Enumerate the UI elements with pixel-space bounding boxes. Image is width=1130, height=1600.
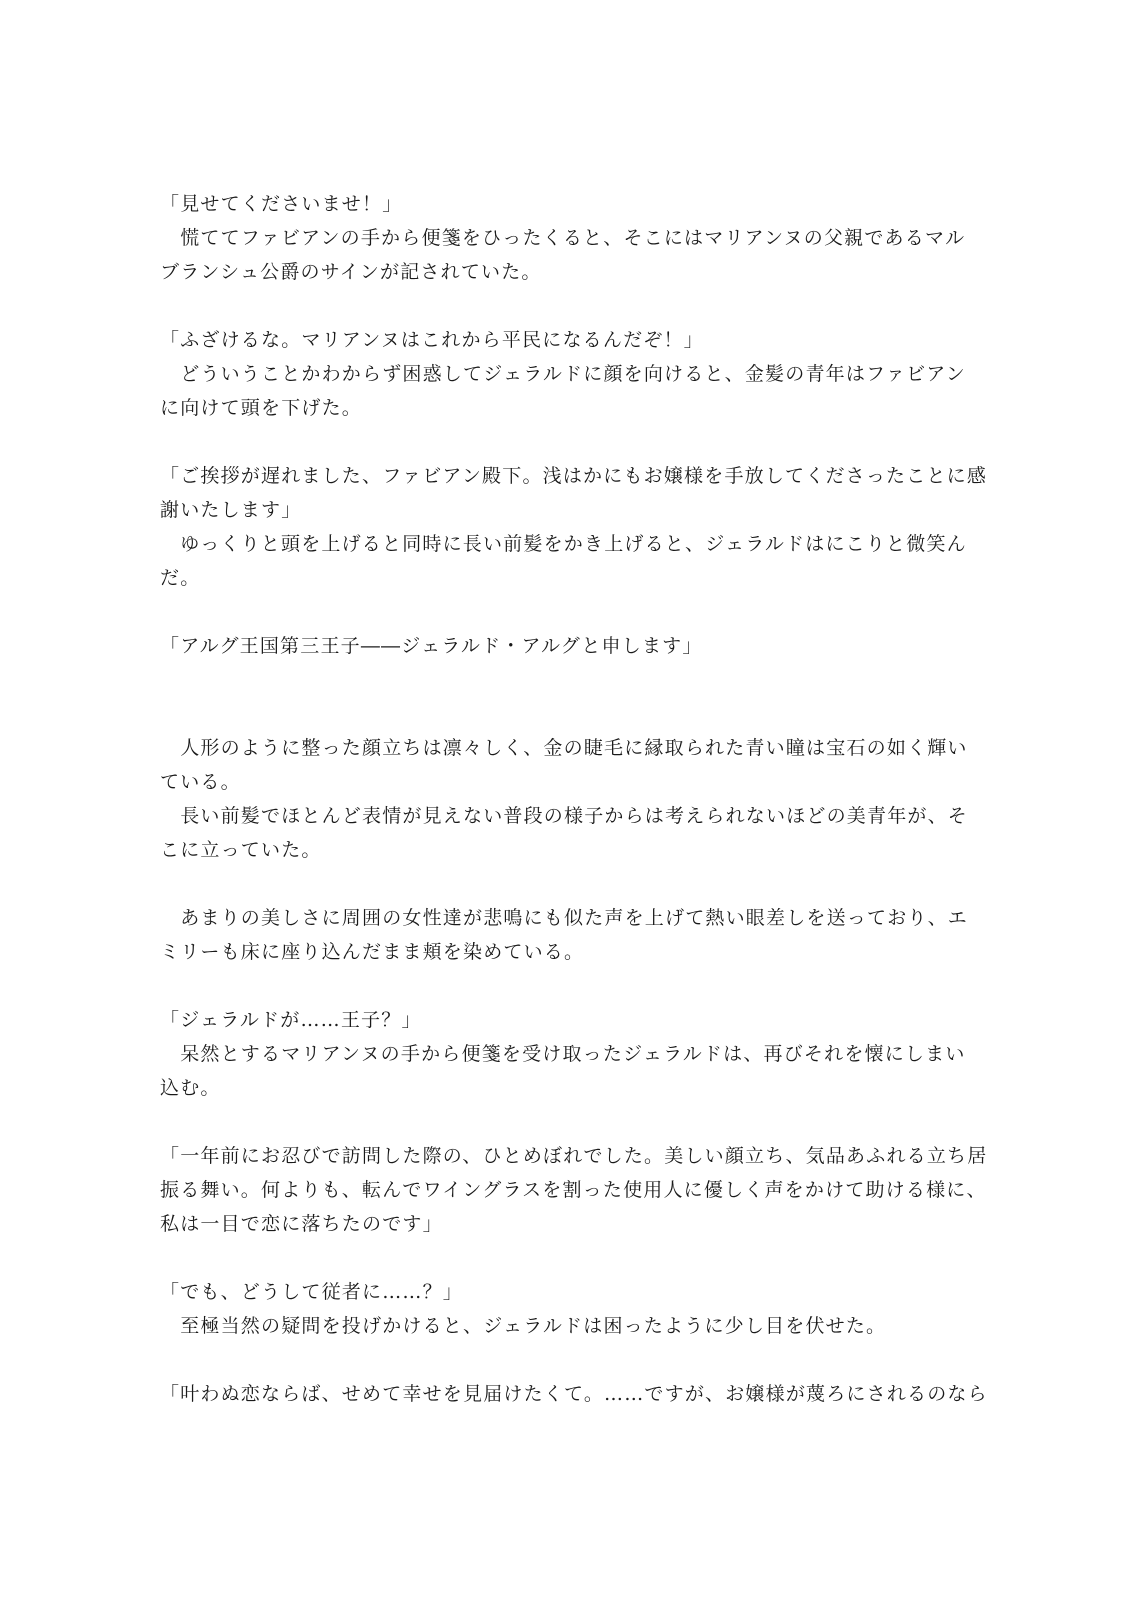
text-line: 込む。 bbox=[160, 1077, 221, 1099]
text-line: だ。 bbox=[160, 567, 201, 589]
paragraph-gap bbox=[160, 1343, 975, 1377]
paragraph-gap bbox=[160, 663, 975, 697]
text-line: ゆっくりと頭を上げると同時に長い前髪をかき上げると、ジェラルドはにこりと微笑ん bbox=[160, 533, 967, 555]
text-line: 長い前髪でほとんど表情が見えない普段の様子からは考えられないほどの美青年が、そ bbox=[160, 805, 969, 827]
paragraph-gap bbox=[160, 289, 975, 323]
text-line: ブランシュ公爵のサインが記されていた。 bbox=[160, 261, 542, 283]
text-line: 「見せてくださいませ！」 bbox=[160, 193, 403, 215]
text-line: 至極当然の疑問を投げかけると、ジェラルドは困ったように少し目を伏せた。 bbox=[160, 1315, 887, 1337]
text-line: 「ふざけるな。マリアンヌはこれから平民になるんだぞ！」 bbox=[160, 329, 704, 351]
text-line: 呆然とするマリアンヌの手から便箋を受け取ったジェラルドは、再びそれを懐にしまい bbox=[160, 1043, 966, 1065]
text-line: こに立っていた。 bbox=[160, 839, 322, 861]
paragraph-gap bbox=[160, 697, 975, 731]
text-line: 「ご挨拶が遅れました、ファビアン殿下。浅はかにもお嬢様を手放してくださったことに感 bbox=[160, 465, 988, 487]
paragraph-gap bbox=[160, 595, 975, 629]
text-line: 「アルグ王国第三王子――ジェラルド・アルグと申します」 bbox=[160, 635, 703, 657]
text-line: 「叶わぬ恋ならば、せめて幸せを見届けたくて。……ですが、お嬢様が蔑ろにされるのなら bbox=[160, 1383, 988, 1405]
text-line: あまりの美しさに周囲の女性達が悲鳴にも似た声を上げて熱い眼差しを送っており、エ bbox=[160, 907, 969, 929]
paragraph-gap bbox=[160, 969, 975, 1003]
paragraph-gap bbox=[160, 1241, 975, 1275]
text-line: 「一年前にお忍びで訪問した際の、ひとめぼれでした。美しい顔立ち、気品あふれる立ち居 bbox=[160, 1145, 988, 1167]
paragraph-gap bbox=[160, 867, 975, 901]
text-line: 振る舞い。何よりも、転んでワイングラスを割った使用人に優しく声をかけて助ける様に、 bbox=[160, 1179, 987, 1201]
text-line: に向けて頭を下げた。 bbox=[160, 397, 363, 419]
text-line: 「ジェラルドが……王子？」 bbox=[160, 1009, 422, 1031]
text-line: 「でも、どうして従者に……？」 bbox=[160, 1281, 464, 1303]
paragraph-gap bbox=[160, 425, 975, 459]
text-line: 人形のように整った顔立ちは凛々しく、金の睫毛に縁取られた青い瞳は宝石の如く輝い bbox=[160, 737, 968, 759]
document-body bbox=[160, 187, 988, 1411]
text-line: ている。 bbox=[160, 771, 241, 793]
text-line: どういうことかわからず困惑してジェラルドに顔を向けると、金髪の青年はファビアン bbox=[160, 363, 966, 385]
text-line: 私は一目で恋に落ちたのです」 bbox=[160, 1213, 443, 1235]
paragraph-gap bbox=[160, 1105, 975, 1139]
text-line: ミリーも床に座り込んだまま頬を染めている。 bbox=[160, 941, 585, 963]
text-line: 謝いたします」 bbox=[160, 499, 302, 521]
text-line: 慌ててファビアンの手から便箋をひったくると、そこにはマリアンヌの父親であるマル bbox=[160, 227, 966, 249]
